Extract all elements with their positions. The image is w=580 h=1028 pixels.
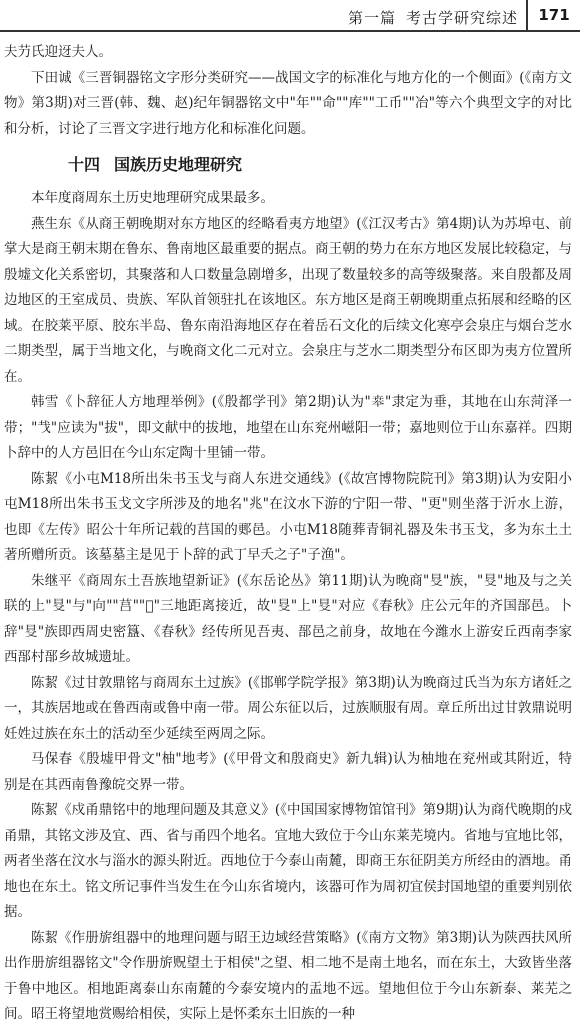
paragraph-chen-jie-1: 陈絜《小屯M18所出朱书玉戈与商人东进交通线》(《故宫博物院院刊》第3期)认为安阳小屯M18所出朱书玉戈文字所涉及的地名"兆"在汶水下游的宁阳一带、"更"则坐落于沂水上游，也即《左传》昭公十年所记载的莒国的郠邑。小屯M18随葬青铜礼器及朱书玉戈，多为东土土著所赠所贡。该墓墓主是见于卜辞的武丁早夭之子"子渔"。 (4, 470, 572, 563)
running-head (348, 7, 518, 28)
paragraph-chen-jie-4: 陈絜《作册旂组器中的地理问题与昭王边域经营策略》(《南方文物》第3期)认为陕西扶风所出作册旂组器铭文"令作册旂贶望土于相侯"之望、相二地不是南土地名，而在东土，大致皆坐落于鲁中地区。相地距离泰山东南麓的今泰安境内的盂地不远。望地但位于今山东新泰、莱芜之间。昭王将望地赏赐给相侯，实际上是怀柔东土旧族的一种 (4, 929, 572, 1022)
paragraph-yan-shengdong: 燕生东《从商王朝晚期对东方地区的经略看夷方地望》(《江汉考古》第4期)认为苏埠屯、前掌大是商王朝末期在鲁东、鲁南地区最重要的据点。商王朝的势力在东方地区发展比较稳定，与殷墟文化关系密切，其聚落和人口数量急剧增多，出现了数量较多的高等级聚落。来自殷都及周边地区的王室成员、贵族、军队首领驻扎在该地区。东方地区是商王朝晚期重点拓展和经略的区域。在胶莱平原、胶东半岛、鲁东南沿海地区存在着岳石文化的后续文化寒亭会泉庄与烟台芝水二期类型，属于当地文化，与晚商文化二元对立。会泉庄与芝水二期类型分布区即为夷方位置所在。 (4, 215, 572, 385)
paragraph-han-xue: 韩雪《卜辞征人方地理举例》(《殷都学刊》第2期)认为"𠦪"隶定为垂，其地在山东菏泽一带；"𢦏"应读为"拔"，即文献中的拔地，地望在山东兖州嵫阳一带；嘉地则位于山东嘉祥。四期卜辞中的人方邑旧在今山东定陶十里铺一带。 (4, 394, 572, 461)
section-title: 国族历史地理研究 (114, 155, 243, 174)
paragraph-continued: 夫芀氏迎迓夫人。 (4, 44, 112, 60)
paragraph-zhu-jiping: 朱继平《商周东土吾族地望新证》(《东岳论丛》第11期)认为晚商"𠭁"族，"𠭁"地及与之关联的上"𠭁"与"向""莒""𫨩"三地距离接近，故"𠭁"上"𠭁"对应《春秋》庄公元年的齐国郚邑。卜辞"𠭁"族即西周史密簋、《春秋》经传所见吾夷、郚邑之前身，故地在今潍水上游安丘西南李家西郚村郚乡故城遗址。 (4, 572, 572, 665)
paragraph-ma-baochun: 马保春《殷墟甲骨文"柚"地考》(《甲骨文和殷商史》新九辑)认为柚地在兖州或其附近，特别是在其西南鲁豫皖交界一带。 (4, 751, 572, 793)
paragraph-chen-jie-2: 陈絜《过甘敦鼎铭与商周东土过族》(《邯郸学院学报》第3期)认为晚商过氏当为东方诸妊之一，其族居地或在鲁西南或鲁中南一带。周公东征以后，过族顺服有周。章丘所出过甘敦鼎说明妊姓过族在东土的活动至少延续至两周之际。 (4, 674, 572, 742)
page-header (0, 0, 580, 34)
section-heading (4, 152, 572, 178)
running-head-title: 考古学研究综述 (405, 9, 518, 27)
section-number: 十四 (68, 155, 101, 174)
header-rule (0, 30, 528, 32)
running-head-part: 第一篇 (347, 9, 396, 27)
paragraph-chen-jie-3: 陈絜《戍甬鼎铭中的地理问题及其意义》(《中国国家博物馆馆刊》第9期)认为商代晚期的戍甬鼎，其铭文涉及宜、西、省与甬四个地名。宜地大致位于今山东莱芜境内。省地与宜地比邻，两者坐落在汶水与淄水的源头附近。西地位于今泰山南麓，即商王东征阴美方所经由的酒地。甬地也在东土。铭文所记事件当发生在今山东省境内，该器可作为周初宜侯封国地望的重要判别依据。 (4, 802, 572, 920)
paragraph-shimoda: 下田诚《三晋铜器铭文字形分类研究——战国文字的标准化与地方化的一个侧面》(《南方文物》第3期)对三晋(韩、魏、赵)纪年铜器铭文中"年""命""库""工币""冶"等六个典型文字的对比和分析，讨论了三晋文字进行地方化和标准化问题。 (4, 69, 572, 137)
page-number: 171 (538, 6, 570, 24)
page-number-box (526, 0, 580, 32)
paragraph-intro: 本年度商周东土历史地理研究成果最多。 (31, 190, 274, 206)
body-text (4, 40, 572, 1028)
